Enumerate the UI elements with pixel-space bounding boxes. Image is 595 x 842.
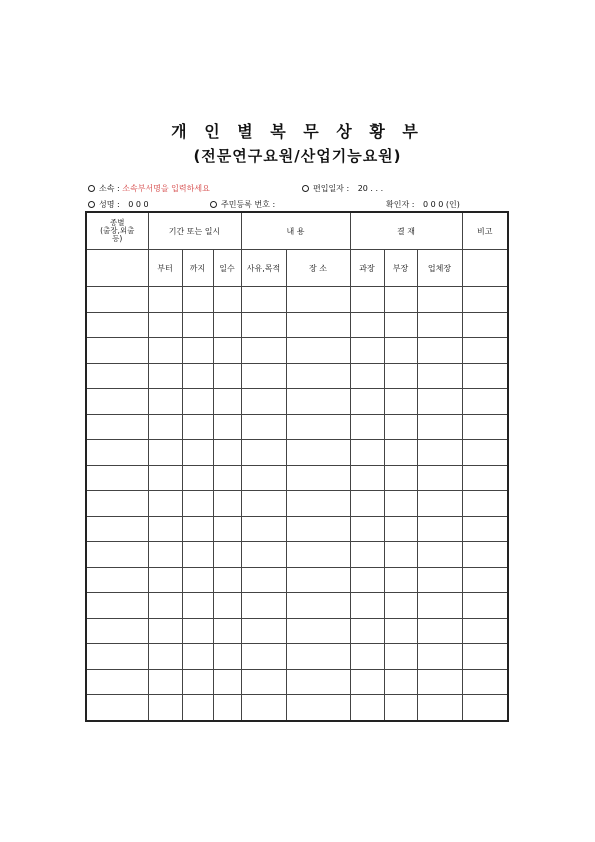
table-cell[interactable]: [148, 516, 182, 542]
table-cell[interactable]: [350, 465, 384, 491]
table-row: [86, 389, 508, 415]
table-cell[interactable]: [182, 644, 213, 670]
table-cell[interactable]: [213, 414, 241, 440]
table-cell[interactable]: [462, 542, 508, 568]
table-cell[interactable]: [462, 516, 508, 542]
confirm-field: [386, 199, 460, 210]
table-cell[interactable]: [350, 414, 384, 440]
table-row: [86, 312, 508, 338]
table-cell[interactable]: [286, 669, 350, 695]
table-cell[interactable]: [384, 312, 417, 338]
table-cell[interactable]: [182, 491, 213, 517]
table-cell[interactable]: [417, 389, 462, 415]
table-cell[interactable]: [148, 491, 182, 517]
name-label: 성명 :: [99, 200, 120, 209]
table-cell[interactable]: [350, 312, 384, 338]
table-cell[interactable]: [417, 516, 462, 542]
table-cell[interactable]: [182, 465, 213, 491]
id-field: [210, 199, 275, 210]
table-cell[interactable]: [148, 363, 182, 389]
table-cell[interactable]: [462, 644, 508, 670]
table-cell[interactable]: [213, 338, 241, 364]
table-cell[interactable]: [350, 669, 384, 695]
circle-bullet-icon: [210, 201, 217, 208]
dept-field: [88, 183, 210, 194]
table-cell[interactable]: [182, 287, 213, 313]
table-row: [86, 593, 508, 619]
table-cell[interactable]: [286, 389, 350, 415]
table-cell[interactable]: [350, 644, 384, 670]
table-cell[interactable]: [384, 287, 417, 313]
table-cell[interactable]: [417, 287, 462, 313]
table-cell[interactable]: [241, 363, 286, 389]
table-cell[interactable]: [417, 312, 462, 338]
table-cell[interactable]: [384, 414, 417, 440]
date-input[interactable]: 20 . . .: [357, 184, 384, 193]
table-cell[interactable]: [286, 542, 350, 568]
table-cell[interactable]: [417, 465, 462, 491]
table-cell[interactable]: [462, 414, 508, 440]
table-cell[interactable]: [86, 516, 148, 542]
table-cell[interactable]: [286, 287, 350, 313]
duty-record-table: [85, 211, 509, 722]
subheader-chief: 과장: [350, 250, 384, 287]
table-row: [86, 363, 508, 389]
table-cell[interactable]: [462, 338, 508, 364]
table-row: [86, 669, 508, 695]
table-cell[interactable]: [241, 312, 286, 338]
table-cell[interactable]: [182, 516, 213, 542]
table-cell[interactable]: [350, 491, 384, 517]
table-cell[interactable]: [182, 414, 213, 440]
name-input[interactable]: 0 0 0: [128, 200, 149, 209]
table-cell[interactable]: [213, 440, 241, 466]
table-cell[interactable]: [286, 618, 350, 644]
circle-bullet-icon: [88, 201, 95, 208]
table-cell[interactable]: [286, 440, 350, 466]
table-cell[interactable]: [86, 440, 148, 466]
table-row: [86, 618, 508, 644]
table-cell[interactable]: [86, 389, 148, 415]
table-cell[interactable]: [213, 542, 241, 568]
table-cell[interactable]: [182, 389, 213, 415]
table-cell[interactable]: [384, 389, 417, 415]
table-cell[interactable]: [350, 363, 384, 389]
table-cell[interactable]: [241, 389, 286, 415]
table-cell[interactable]: [462, 363, 508, 389]
table-cell[interactable]: [286, 363, 350, 389]
table-cell[interactable]: [213, 389, 241, 415]
table-cell[interactable]: [182, 593, 213, 619]
table-cell[interactable]: [241, 440, 286, 466]
table-cell[interactable]: [417, 491, 462, 517]
table-cell[interactable]: [286, 516, 350, 542]
table-cell[interactable]: [213, 695, 241, 721]
table-cell[interactable]: [86, 491, 148, 517]
table-cell[interactable]: [86, 414, 148, 440]
table-cell[interactable]: [462, 567, 508, 593]
table-cell[interactable]: [182, 695, 213, 721]
table-cell[interactable]: [384, 363, 417, 389]
table-cell[interactable]: [417, 695, 462, 721]
subheader-days: 일수: [213, 250, 241, 287]
dept-label: 소속 :: [99, 184, 120, 193]
table-cell[interactable]: [241, 516, 286, 542]
table-cell[interactable]: [241, 644, 286, 670]
table-cell[interactable]: [148, 542, 182, 568]
table-cell[interactable]: [384, 695, 417, 721]
table-cell[interactable]: [384, 440, 417, 466]
table-cell[interactable]: [384, 542, 417, 568]
table-cell[interactable]: [462, 491, 508, 517]
table-cell[interactable]: [462, 593, 508, 619]
table-cell[interactable]: [350, 542, 384, 568]
table-cell[interactable]: [86, 593, 148, 619]
table-cell[interactable]: [86, 363, 148, 389]
table-cell[interactable]: [148, 695, 182, 721]
circle-bullet-icon: [302, 185, 309, 192]
date-field: [302, 183, 383, 194]
table-row: [86, 542, 508, 568]
table-cell[interactable]: [148, 618, 182, 644]
table-cell[interactable]: [286, 644, 350, 670]
subheader-type-empty: [86, 250, 148, 287]
table-cell[interactable]: [286, 414, 350, 440]
table-row: [86, 491, 508, 517]
table-cell[interactable]: [417, 669, 462, 695]
table-cell[interactable]: [241, 618, 286, 644]
table-cell[interactable]: [350, 389, 384, 415]
table-cell[interactable]: [384, 618, 417, 644]
id-label: 주민등록 번호 :: [221, 200, 276, 209]
table-cell[interactable]: [350, 516, 384, 542]
table-cell[interactable]: [86, 338, 148, 364]
table-cell[interactable]: [417, 618, 462, 644]
table-cell[interactable]: [286, 312, 350, 338]
table-cell[interactable]: [417, 414, 462, 440]
table-cell[interactable]: [241, 287, 286, 313]
table-cell[interactable]: [286, 491, 350, 517]
table-cell[interactable]: [462, 312, 508, 338]
subheader-ceo: 업체장: [417, 250, 462, 287]
table-cell[interactable]: [213, 567, 241, 593]
subheader-note-empty: [462, 250, 508, 287]
table-cell[interactable]: [241, 593, 286, 619]
table-cell[interactable]: [350, 593, 384, 619]
table-row: [86, 440, 508, 466]
table-cell[interactable]: [213, 593, 241, 619]
subheader-dept-head: 부장: [384, 250, 417, 287]
table-cell[interactable]: [462, 287, 508, 313]
document-title: 개 인 별 복 무 상 황 부: [171, 122, 424, 141]
table-cell[interactable]: [241, 542, 286, 568]
table-cell[interactable]: [241, 567, 286, 593]
table-cell[interactable]: [462, 389, 508, 415]
table-cell[interactable]: [384, 567, 417, 593]
circle-bullet-icon: [88, 185, 95, 192]
table-cell[interactable]: [182, 542, 213, 568]
table-cell[interactable]: [350, 618, 384, 644]
table-cell[interactable]: [182, 363, 213, 389]
table-cell[interactable]: [148, 644, 182, 670]
table-cell[interactable]: [417, 440, 462, 466]
table-cell[interactable]: [213, 465, 241, 491]
table-cell[interactable]: [148, 338, 182, 364]
confirm-input[interactable]: 0 0 0 (인): [422, 200, 460, 209]
confirm-label: 확인자 :: [386, 200, 415, 209]
header-type: 종별 (출장,외출 등): [86, 212, 148, 250]
name-field: [88, 199, 149, 210]
subheader-place: 장 소: [286, 250, 350, 287]
table-cell[interactable]: [286, 338, 350, 364]
table-cell[interactable]: [182, 567, 213, 593]
table-cell[interactable]: [384, 516, 417, 542]
table-row: [86, 644, 508, 670]
table-cell[interactable]: [417, 644, 462, 670]
table-cell[interactable]: [86, 312, 148, 338]
table-cell[interactable]: [241, 491, 286, 517]
table-cell[interactable]: [86, 695, 148, 721]
subheader-reason: 사유,목적: [241, 250, 286, 287]
table-cell[interactable]: [148, 287, 182, 313]
table-cell[interactable]: [86, 618, 148, 644]
header-period: 기간 또는 일시: [148, 212, 241, 250]
table-cell[interactable]: [148, 593, 182, 619]
table-cell[interactable]: [182, 618, 213, 644]
table-cell[interactable]: [241, 669, 286, 695]
table-cell[interactable]: [213, 491, 241, 517]
table-row: [86, 414, 508, 440]
table-cell[interactable]: [213, 669, 241, 695]
table-cell[interactable]: [286, 465, 350, 491]
table-cell[interactable]: [384, 491, 417, 517]
table-cell[interactable]: [241, 695, 286, 721]
table-cell[interactable]: [241, 414, 286, 440]
table-cell[interactable]: [86, 567, 148, 593]
table-cell[interactable]: [462, 465, 508, 491]
table-cell[interactable]: [241, 465, 286, 491]
table-cell[interactable]: [182, 338, 213, 364]
table-cell[interactable]: [86, 644, 148, 670]
table-cell[interactable]: [148, 669, 182, 695]
table-cell[interactable]: [384, 644, 417, 670]
table-cell[interactable]: [417, 363, 462, 389]
table-cell[interactable]: [148, 440, 182, 466]
table-cell[interactable]: [86, 287, 148, 313]
table-cell[interactable]: [350, 338, 384, 364]
table-cell[interactable]: [350, 440, 384, 466]
table-cell[interactable]: [148, 465, 182, 491]
header-note: 비고: [462, 212, 508, 250]
table-cell[interactable]: [148, 414, 182, 440]
table-row: [86, 338, 508, 364]
table-row: [86, 567, 508, 593]
document-subtitle: (전문연구요원/산업기능요원): [193, 147, 402, 165]
subheader-to: 까지: [182, 250, 213, 287]
table-cell[interactable]: [213, 312, 241, 338]
table-cell[interactable]: [182, 440, 213, 466]
table-cell[interactable]: [286, 593, 350, 619]
table-cell[interactable]: [417, 542, 462, 568]
table-row: [86, 695, 508, 721]
table-cell[interactable]: [350, 567, 384, 593]
subheader-from: 부터: [148, 250, 182, 287]
table-cell[interactable]: [384, 465, 417, 491]
table-cell[interactable]: [86, 542, 148, 568]
table-cell[interactable]: [384, 669, 417, 695]
table-cell[interactable]: [384, 338, 417, 364]
table-row: [86, 287, 508, 313]
date-label: 편입일자 :: [313, 184, 350, 193]
table-cell[interactable]: [182, 669, 213, 695]
table-row: [86, 516, 508, 542]
dept-input[interactable]: 소속부서명을 입력하세요: [122, 184, 210, 193]
table-cell[interactable]: [86, 669, 148, 695]
table-cell[interactable]: [462, 618, 508, 644]
table-cell[interactable]: [350, 287, 384, 313]
table-cell[interactable]: [241, 338, 286, 364]
table-row: [86, 465, 508, 491]
header-content: 내 용: [241, 212, 350, 250]
table-cell[interactable]: [462, 669, 508, 695]
table-cell[interactable]: [213, 363, 241, 389]
table-cell[interactable]: [350, 695, 384, 721]
table-cell[interactable]: [213, 287, 241, 313]
table-cell[interactable]: [213, 644, 241, 670]
table-cell[interactable]: [148, 567, 182, 593]
header-approval: 결 재: [350, 212, 462, 250]
table-cell[interactable]: [148, 312, 182, 338]
table-cell[interactable]: [213, 516, 241, 542]
table-cell[interactable]: [148, 389, 182, 415]
table-cell[interactable]: [384, 593, 417, 619]
table-cell[interactable]: [462, 440, 508, 466]
table-cell[interactable]: [213, 618, 241, 644]
table-cell[interactable]: [417, 338, 462, 364]
table-cell[interactable]: [417, 593, 462, 619]
table-cell[interactable]: [417, 567, 462, 593]
table-cell[interactable]: [286, 695, 350, 721]
table-cell[interactable]: [86, 465, 148, 491]
table-cell[interactable]: [182, 312, 213, 338]
table-cell[interactable]: [286, 567, 350, 593]
table-cell[interactable]: [462, 695, 508, 721]
